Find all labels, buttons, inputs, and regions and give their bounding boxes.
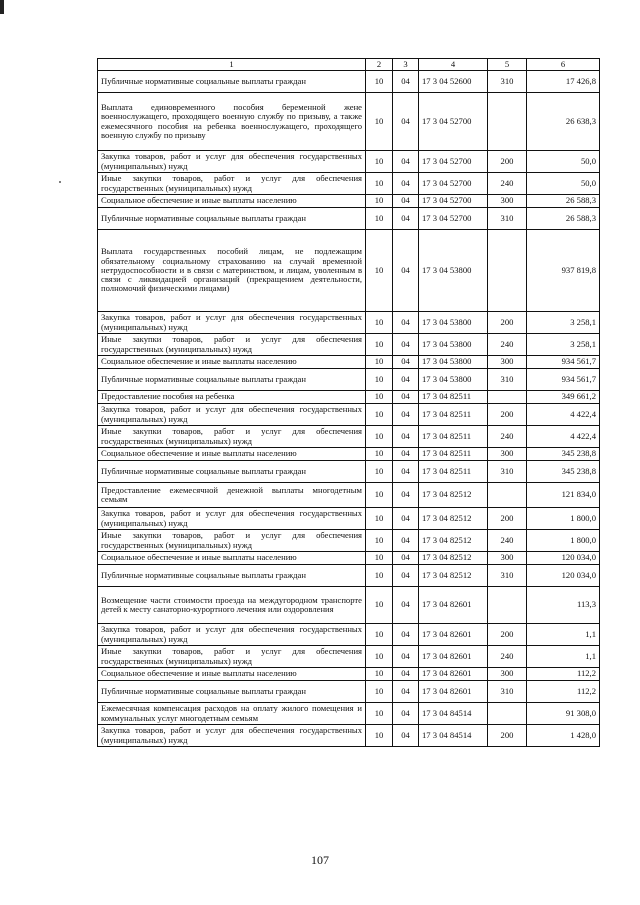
subsection-cell: 04 [393, 195, 419, 208]
section-cell: 10 [366, 369, 393, 391]
row-name-cell: Иные закупки товаров, работ и услуг для обеспечения государственных (муниципальных) нужд [98, 173, 366, 195]
amount-cell: 1 800,0 [527, 508, 600, 530]
expense-type-cell: 240 [488, 334, 527, 356]
amount-cell: 349 661,2 [527, 391, 600, 404]
budget-table [97, 58, 600, 747]
subsection-cell: 04 [393, 230, 419, 312]
header-row [98, 59, 600, 71]
row-name-cell: Закупка товаров, работ и услуг для обеспечения государственных (муниципальных) нужд [98, 151, 366, 173]
expense-type-cell: 300 [488, 552, 527, 565]
target-article-cell: 17 3 04 82601 [419, 587, 488, 624]
expense-type-cell: 240 [488, 173, 527, 195]
header-cell: 4 [419, 59, 488, 71]
amount-cell: 113,3 [527, 587, 600, 624]
table-row [98, 312, 600, 334]
section-cell: 10 [366, 483, 393, 508]
target-article-cell: 17 3 04 82512 [419, 508, 488, 530]
section-cell: 10 [366, 356, 393, 369]
row-name-cell: Социальное обеспечение и иные выплаты населению [98, 552, 366, 565]
section-cell: 10 [366, 151, 393, 173]
amount-cell: 3 258,1 [527, 334, 600, 356]
table-row [98, 356, 600, 369]
section-cell: 10 [366, 448, 393, 461]
section-cell: 10 [366, 530, 393, 552]
target-article-cell: 17 3 04 52700 [419, 151, 488, 173]
expense-type-cell [488, 587, 527, 624]
table-row [98, 725, 600, 747]
target-article-cell: 17 3 04 82511 [419, 448, 488, 461]
amount-cell: 345 238,8 [527, 461, 600, 483]
amount-cell: 112,2 [527, 668, 600, 681]
expense-type-cell: 310 [488, 369, 527, 391]
section-cell: 10 [366, 587, 393, 624]
header-cell: 2 [366, 59, 393, 71]
table-row [98, 391, 600, 404]
row-name-cell: Выплата единовременного пособия беременной жене военнослужащего, проходящего военную службу по призыву, а также ежемесячного пособия на ребенка военнослужащего, проходящего военную службу по призыву [98, 93, 366, 151]
table-row [98, 483, 600, 508]
subsection-cell: 04 [393, 71, 419, 93]
table-row [98, 646, 600, 668]
expense-type-cell: 240 [488, 646, 527, 668]
subsection-cell: 04 [393, 426, 419, 448]
subsection-cell: 04 [393, 725, 419, 747]
amount-cell: 91 308,0 [527, 703, 600, 725]
section-cell: 10 [366, 426, 393, 448]
amount-cell: 50,0 [527, 173, 600, 195]
amount-cell: 3 258,1 [527, 312, 600, 334]
header-cell: 6 [527, 59, 600, 71]
table-row [98, 151, 600, 173]
section-cell: 10 [366, 93, 393, 151]
section-cell: 10 [366, 173, 393, 195]
row-name-cell: Социальное обеспечение и иные выплаты населению [98, 448, 366, 461]
subsection-cell: 04 [393, 646, 419, 668]
row-name-cell: Иные закупки товаров, работ и услуг для обеспечения государственных (муниципальных) нужд [98, 334, 366, 356]
row-name-cell: Публичные нормативные социальные выплаты граждан [98, 208, 366, 230]
target-article-cell: 17 3 04 84514 [419, 725, 488, 747]
expense-type-cell: 200 [488, 404, 527, 426]
expense-type-cell: 310 [488, 565, 527, 587]
table-row [98, 461, 600, 483]
amount-cell: 937 819,8 [527, 230, 600, 312]
row-name-cell: Иные закупки товаров, работ и услуг для обеспечения государственных (муниципальных) нужд [98, 530, 366, 552]
table-row [98, 530, 600, 552]
target-article-cell: 17 3 04 82512 [419, 483, 488, 508]
target-article-cell: 17 3 04 52700 [419, 208, 488, 230]
expense-type-cell [488, 703, 527, 725]
table-row [98, 565, 600, 587]
table-row [98, 230, 600, 312]
table-row [98, 404, 600, 426]
expense-type-cell: 310 [488, 461, 527, 483]
section-cell: 10 [366, 681, 393, 703]
section-cell: 10 [366, 461, 393, 483]
amount-cell: 1 428,0 [527, 725, 600, 747]
row-name-cell: Иные закупки товаров, работ и услуг для обеспечения государственных (муниципальных) нужд [98, 646, 366, 668]
target-article-cell: 17 3 04 53800 [419, 356, 488, 369]
expense-type-cell [488, 230, 527, 312]
table-row [98, 369, 600, 391]
section-cell: 10 [366, 508, 393, 530]
section-cell: 10 [366, 565, 393, 587]
target-article-cell: 17 3 04 84514 [419, 703, 488, 725]
expense-type-cell: 240 [488, 530, 527, 552]
subsection-cell: 04 [393, 552, 419, 565]
expense-type-cell: 300 [488, 668, 527, 681]
table-row [98, 552, 600, 565]
target-article-cell: 17 3 04 52700 [419, 195, 488, 208]
row-name-cell: Предоставление ежемесячной денежной выплаты многодетным семьям [98, 483, 366, 508]
row-name-cell: Возмещение части стоимости проезда на междугородном транспорте детей к месту санаторно-курортного лечения или оздоровления [98, 587, 366, 624]
target-article-cell: 17 3 04 82511 [419, 461, 488, 483]
subsection-cell: 04 [393, 681, 419, 703]
header-cell: 5 [488, 59, 527, 71]
section-cell: 10 [366, 391, 393, 404]
scan-speck [59, 181, 61, 183]
target-article-cell: 17 3 04 82512 [419, 552, 488, 565]
amount-cell: 120 034,0 [527, 565, 600, 587]
expense-type-cell: 310 [488, 71, 527, 93]
amount-cell: 1,1 [527, 646, 600, 668]
target-article-cell: 17 3 04 52700 [419, 173, 488, 195]
row-name-cell: Социальное обеспечение и иные выплаты населению [98, 668, 366, 681]
subsection-cell: 04 [393, 483, 419, 508]
amount-cell: 50,0 [527, 151, 600, 173]
table-row [98, 173, 600, 195]
expense-type-cell: 200 [488, 624, 527, 646]
table-row [98, 587, 600, 624]
section-cell: 10 [366, 71, 393, 93]
amount-cell: 4 422,4 [527, 426, 600, 448]
table-row [98, 195, 600, 208]
target-article-cell: 17 3 04 53800 [419, 369, 488, 391]
row-name-cell: Ежемесячная компенсация расходов на оплату жилого помещения и коммунальных услуг многодетным семьям [98, 703, 366, 725]
row-name-cell: Публичные нормативные социальные выплаты граждан [98, 565, 366, 587]
target-article-cell: 17 3 04 82511 [419, 391, 488, 404]
row-name-cell: Закупка товаров, работ и услуг для обеспечения государственных (муниципальных) нужд [98, 404, 366, 426]
subsection-cell: 04 [393, 356, 419, 369]
row-name-cell: Публичные нормативные социальные выплаты граждан [98, 369, 366, 391]
target-article-cell: 17 3 04 82601 [419, 681, 488, 703]
section-cell: 10 [366, 668, 393, 681]
target-article-cell: 17 3 04 82601 [419, 624, 488, 646]
header-cell: 1 [98, 59, 366, 71]
subsection-cell: 04 [393, 530, 419, 552]
table-row [98, 93, 600, 151]
row-name-cell: Социальное обеспечение и иные выплаты населению [98, 356, 366, 369]
amount-cell: 112,2 [527, 681, 600, 703]
section-cell: 10 [366, 404, 393, 426]
amount-cell: 1,1 [527, 624, 600, 646]
row-name-cell: Закупка товаров, работ и услуг для обеспечения государственных (муниципальных) нужд [98, 725, 366, 747]
table-row [98, 448, 600, 461]
target-article-cell: 17 3 04 82512 [419, 530, 488, 552]
subsection-cell: 04 [393, 312, 419, 334]
subsection-cell: 04 [393, 565, 419, 587]
subsection-cell: 04 [393, 587, 419, 624]
subsection-cell: 04 [393, 208, 419, 230]
row-name-cell: Закупка товаров, работ и услуг для обеспечения государственных (муниципальных) нужд [98, 508, 366, 530]
section-cell: 10 [366, 230, 393, 312]
target-article-cell: 17 3 04 82512 [419, 565, 488, 587]
expense-type-cell [488, 483, 527, 508]
row-name-cell: Предоставление пособия на ребенка [98, 391, 366, 404]
table-row [98, 71, 600, 93]
amount-cell: 345 238,8 [527, 448, 600, 461]
amount-cell: 4 422,4 [527, 404, 600, 426]
amount-cell: 26 638,3 [527, 93, 600, 151]
expense-type-cell [488, 391, 527, 404]
expense-type-cell: 310 [488, 681, 527, 703]
expense-type-cell [488, 93, 527, 151]
page-number: 107 [311, 853, 329, 867]
section-cell: 10 [366, 552, 393, 565]
expense-type-cell: 240 [488, 426, 527, 448]
target-article-cell: 17 3 04 82601 [419, 668, 488, 681]
subsection-cell: 04 [393, 334, 419, 356]
expense-type-cell: 200 [488, 725, 527, 747]
row-name-cell: Иные закупки товаров, работ и услуг для обеспечения государственных (муниципальных) нужд [98, 426, 366, 448]
expense-type-cell: 200 [488, 312, 527, 334]
table-row [98, 426, 600, 448]
target-article-cell: 17 3 04 52600 [419, 71, 488, 93]
subsection-cell: 04 [393, 624, 419, 646]
expense-type-cell: 300 [488, 356, 527, 369]
target-article-cell: 17 3 04 82511 [419, 426, 488, 448]
target-article-cell: 17 3 04 53800 [419, 334, 488, 356]
subsection-cell: 04 [393, 93, 419, 151]
table-row [98, 208, 600, 230]
subsection-cell: 04 [393, 151, 419, 173]
table-row [98, 624, 600, 646]
section-cell: 10 [366, 725, 393, 747]
amount-cell: 121 834,0 [527, 483, 600, 508]
target-article-cell: 17 3 04 52700 [419, 93, 488, 151]
row-name-cell: Публичные нормативные социальные выплаты граждан [98, 681, 366, 703]
subsection-cell: 04 [393, 173, 419, 195]
section-cell: 10 [366, 334, 393, 356]
table-row [98, 668, 600, 681]
subsection-cell: 04 [393, 369, 419, 391]
amount-cell: 26 588,3 [527, 195, 600, 208]
amount-cell: 26 588,3 [527, 208, 600, 230]
table-row [98, 334, 600, 356]
section-cell: 10 [366, 195, 393, 208]
table-row [98, 681, 600, 703]
expense-type-cell: 200 [488, 151, 527, 173]
amount-cell: 1 800,0 [527, 530, 600, 552]
target-article-cell: 17 3 04 53800 [419, 312, 488, 334]
target-article-cell: 17 3 04 82511 [419, 404, 488, 426]
row-name-cell: Публичные нормативные социальные выплаты граждан [98, 71, 366, 93]
subsection-cell: 04 [393, 668, 419, 681]
row-name-cell: Социальное обеспечение и иные выплаты населению [98, 195, 366, 208]
expense-type-cell: 200 [488, 508, 527, 530]
scan-edge-mark [0, 0, 4, 14]
expense-type-cell: 300 [488, 448, 527, 461]
row-name-cell: Закупка товаров, работ и услуг для обеспечения государственных (муниципальных) нужд [98, 312, 366, 334]
row-name-cell: Выплата государственных пособий лицам, не подлежащим обязательному социальному страхованию на случай временной нетрудоспособности и в связи с материнством, и лицам, уволенным в связи с ликвидацией организаций (прекращением деятельности, полномочий физическими лицами) [98, 230, 366, 312]
table-row [98, 508, 600, 530]
subsection-cell: 04 [393, 391, 419, 404]
section-cell: 10 [366, 703, 393, 725]
amount-cell: 17 426,8 [527, 71, 600, 93]
expense-type-cell: 310 [488, 208, 527, 230]
header-cell: 3 [393, 59, 419, 71]
table-row [98, 703, 600, 725]
section-cell: 10 [366, 624, 393, 646]
row-name-cell: Публичные нормативные социальные выплаты граждан [98, 461, 366, 483]
subsection-cell: 04 [393, 461, 419, 483]
section-cell: 10 [366, 208, 393, 230]
section-cell: 10 [366, 312, 393, 334]
expense-type-cell: 300 [488, 195, 527, 208]
section-cell: 10 [366, 646, 393, 668]
subsection-cell: 04 [393, 448, 419, 461]
amount-cell: 120 034,0 [527, 552, 600, 565]
subsection-cell: 04 [393, 703, 419, 725]
target-article-cell: 17 3 04 53800 [419, 230, 488, 312]
row-name-cell: Закупка товаров, работ и услуг для обеспечения государственных (муниципальных) нужд [98, 624, 366, 646]
subsection-cell: 04 [393, 404, 419, 426]
amount-cell: 934 561,7 [527, 356, 600, 369]
subsection-cell: 04 [393, 508, 419, 530]
amount-cell: 934 561,7 [527, 369, 600, 391]
target-article-cell: 17 3 04 82601 [419, 646, 488, 668]
table-body [98, 59, 600, 747]
